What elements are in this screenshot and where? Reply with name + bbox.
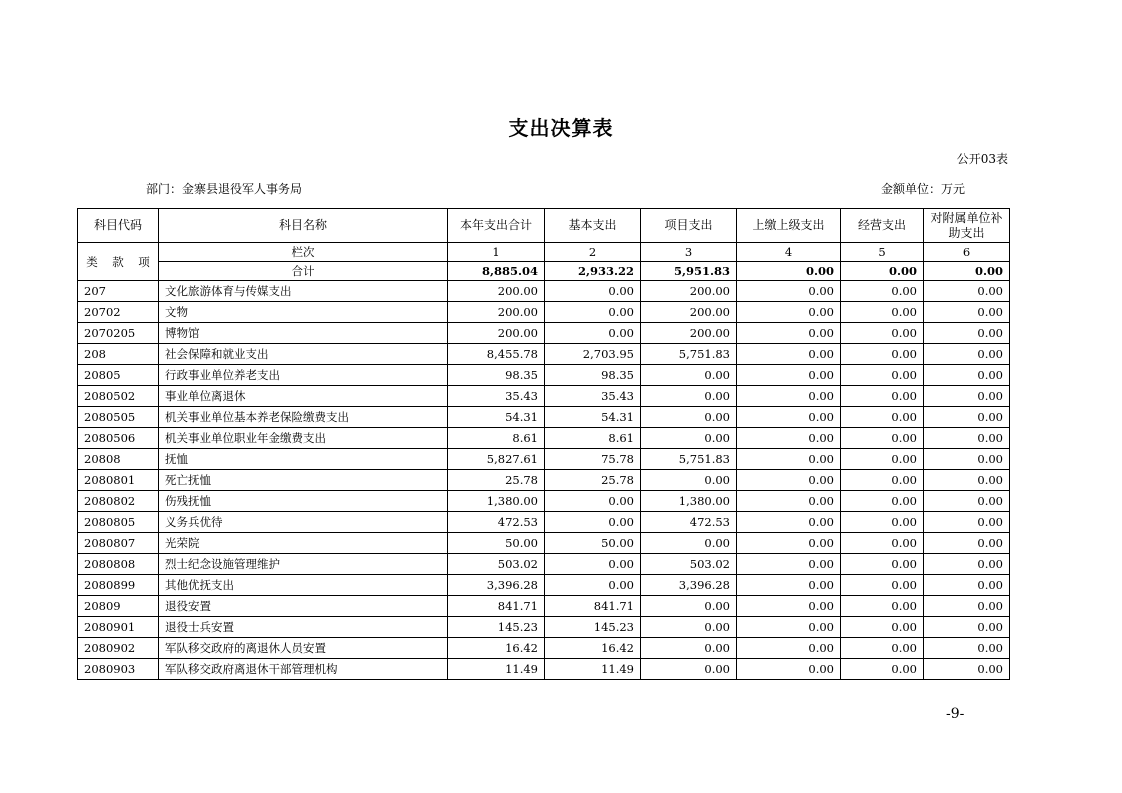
row-value: 0.00: [924, 365, 1010, 386]
row-value: 0.00: [737, 344, 841, 365]
table-row: [78, 407, 1010, 428]
row-name: 机关事业单位基本养老保险缴费支出: [159, 407, 448, 428]
row-value: 841.71: [448, 596, 545, 617]
row-value: 0.00: [924, 554, 1010, 575]
row-value: 35.43: [545, 386, 641, 407]
row-value: 0.00: [737, 407, 841, 428]
row-value: 0.00: [841, 533, 924, 554]
row-code: 2070205: [78, 323, 159, 344]
row-value: 200.00: [641, 323, 737, 344]
header-total: 本年支出合计: [448, 209, 545, 243]
row-value: 0.00: [545, 512, 641, 533]
header-business: 经营支出: [841, 209, 924, 243]
row-value: 200.00: [448, 281, 545, 302]
row-name: 其他优抚支出: [159, 575, 448, 596]
row-value: 8.61: [545, 428, 641, 449]
row-value: 472.53: [448, 512, 545, 533]
row-value: 98.35: [448, 365, 545, 386]
row-code: 2080801: [78, 470, 159, 491]
total-row: [78, 262, 1010, 281]
row-value: 503.02: [448, 554, 545, 575]
col-num-5: 5: [841, 243, 924, 262]
table-row: [78, 344, 1010, 365]
department-label: 部门：金寨县退役军人事务局: [146, 182, 303, 196]
row-value: 0.00: [841, 407, 924, 428]
row-value: 0.00: [841, 596, 924, 617]
table-row: [78, 554, 1010, 575]
row-value: 0.00: [737, 638, 841, 659]
column-number-row: [78, 243, 1010, 262]
row-value: 0.00: [737, 302, 841, 323]
row-value: 0.00: [737, 533, 841, 554]
row-name: 博物馆: [159, 323, 448, 344]
row-name: 伤残抚恤: [159, 491, 448, 512]
table-row: [78, 596, 1010, 617]
row-code: 2080901: [78, 617, 159, 638]
row-value: 0.00: [737, 512, 841, 533]
row-value: 0.00: [924, 407, 1010, 428]
row-value: 200.00: [641, 281, 737, 302]
row-value: 0.00: [737, 659, 841, 680]
row-name: 义务兵优待: [159, 512, 448, 533]
row-value: 3,396.28: [448, 575, 545, 596]
table-row: [78, 323, 1010, 344]
row-code: 2080807: [78, 533, 159, 554]
row-code: 20805: [78, 365, 159, 386]
row-value: 25.78: [545, 470, 641, 491]
row-code: 20808: [78, 449, 159, 470]
row-value: 0.00: [737, 365, 841, 386]
row-name: 烈士纪念设施管理维护: [159, 554, 448, 575]
page-title: 支出决算表: [508, 116, 614, 140]
total-value: 8,885.04: [448, 262, 545, 281]
row-code: 2080505: [78, 407, 159, 428]
row-value: 0.00: [924, 491, 1010, 512]
row-value: 8,455.78: [448, 344, 545, 365]
row-code: 2080502: [78, 386, 159, 407]
row-name: 退役士兵安置: [159, 617, 448, 638]
table-row: [78, 449, 1010, 470]
row-value: 0.00: [841, 617, 924, 638]
row-value: 2,703.95: [545, 344, 641, 365]
row-value: 0.00: [924, 659, 1010, 680]
row-value: 0.00: [841, 281, 924, 302]
row-value: 0.00: [641, 533, 737, 554]
row-value: 0.00: [924, 512, 1010, 533]
row-value: 0.00: [841, 302, 924, 323]
row-name: 机关事业单位职业年金缴费支出: [159, 428, 448, 449]
row-value: 200.00: [448, 302, 545, 323]
row-value: 0.00: [924, 428, 1010, 449]
header-row: [78, 209, 1010, 243]
table-row: [78, 470, 1010, 491]
table-row: [78, 533, 1010, 554]
row-name: 文物: [159, 302, 448, 323]
col-num-6: 6: [924, 243, 1010, 262]
row-value: 0.00: [641, 617, 737, 638]
form-code: 公开03表: [956, 152, 1008, 166]
row-name: 社会保障和就业支出: [159, 344, 448, 365]
row-value: 0.00: [641, 407, 737, 428]
row-value: 0.00: [641, 365, 737, 386]
row-value: 0.00: [545, 281, 641, 302]
row-value: 25.78: [448, 470, 545, 491]
row-value: 0.00: [545, 491, 641, 512]
header-lei-kuan-xiang: [78, 243, 159, 281]
row-value: 0.00: [737, 596, 841, 617]
row-value: 0.00: [841, 554, 924, 575]
table-row: [78, 365, 1010, 386]
row-value: 503.02: [641, 554, 737, 575]
header-kuan: 款: [112, 254, 124, 269]
row-value: 0.00: [841, 470, 924, 491]
row-value: 472.53: [641, 512, 737, 533]
row-value: 145.23: [545, 617, 641, 638]
row-value: 0.00: [924, 302, 1010, 323]
row-value: 0.00: [841, 659, 924, 680]
header-lei: 类: [86, 254, 98, 269]
row-value: 0.00: [924, 638, 1010, 659]
header-name: 科目名称: [159, 209, 448, 243]
row-value: 0.00: [737, 323, 841, 344]
row-value: 0.00: [641, 428, 737, 449]
row-code: 2080808: [78, 554, 159, 575]
row-value: 0.00: [924, 575, 1010, 596]
table-row: [78, 281, 1010, 302]
unit-label: 金额单位：万元: [881, 182, 966, 196]
row-value: 0.00: [841, 512, 924, 533]
row-value: 0.00: [924, 386, 1010, 407]
row-value: 5,751.83: [641, 344, 737, 365]
row-value: 50.00: [448, 533, 545, 554]
header-subsidy: 对附属单位补助支出: [924, 209, 1010, 243]
row-name: 军队移交政府的离退休人员安置: [159, 638, 448, 659]
row-value: 200.00: [448, 323, 545, 344]
row-code: 2080802: [78, 491, 159, 512]
row-name: 光荣院: [159, 533, 448, 554]
header-basic: 基本支出: [545, 209, 641, 243]
row-value: 0.00: [924, 344, 1010, 365]
col-num-1: 1: [448, 243, 545, 262]
row-value: 0.00: [737, 428, 841, 449]
total-value: 5,951.83: [641, 262, 737, 281]
row-value: 0.00: [545, 575, 641, 596]
row-value: 0.00: [641, 470, 737, 491]
row-code: 2080506: [78, 428, 159, 449]
table-row: [78, 638, 1010, 659]
row-value: 16.42: [545, 638, 641, 659]
header-xiang: 项: [138, 254, 150, 269]
total-value: 0.00: [841, 262, 924, 281]
row-value: 0.00: [924, 596, 1010, 617]
row-value: 0.00: [841, 491, 924, 512]
row-name: 军队移交政府离退休干部管理机构: [159, 659, 448, 680]
row-value: 5,827.61: [448, 449, 545, 470]
table-row: [78, 386, 1010, 407]
row-value: 50.00: [545, 533, 641, 554]
row-code: 208: [78, 344, 159, 365]
row-value: 0.00: [737, 449, 841, 470]
total-value: 0.00: [924, 262, 1010, 281]
row-code: 2080805: [78, 512, 159, 533]
row-value: 1,380.00: [448, 491, 545, 512]
row-name: 抚恤: [159, 449, 448, 470]
table-row: [78, 428, 1010, 449]
row-value: 1,380.00: [641, 491, 737, 512]
row-value: 0.00: [924, 449, 1010, 470]
row-value: 0.00: [737, 554, 841, 575]
row-code: 20702: [78, 302, 159, 323]
row-code: 20809: [78, 596, 159, 617]
header-lanci: 栏次: [159, 243, 448, 262]
row-value: 5,751.83: [641, 449, 737, 470]
row-value: 8.61: [448, 428, 545, 449]
total-label: 合计: [159, 262, 448, 281]
row-code: 2080902: [78, 638, 159, 659]
row-value: 0.00: [841, 323, 924, 344]
row-name: 死亡抚恤: [159, 470, 448, 491]
row-name: 退役安置: [159, 596, 448, 617]
row-value: 0.00: [924, 323, 1010, 344]
page-number: -9-: [946, 706, 965, 722]
row-name: 行政事业单位养老支出: [159, 365, 448, 386]
row-value: 0.00: [641, 659, 737, 680]
table-row: [78, 302, 1010, 323]
row-value: 0.00: [841, 449, 924, 470]
total-value: 2,933.22: [545, 262, 641, 281]
row-value: 0.00: [841, 344, 924, 365]
row-value: 75.78: [545, 449, 641, 470]
table-row: [78, 617, 1010, 638]
table-row: [78, 575, 1010, 596]
row-value: 0.00: [924, 281, 1010, 302]
row-value: 0.00: [924, 470, 1010, 491]
row-value: 11.49: [448, 659, 545, 680]
row-value: 0.00: [841, 575, 924, 596]
row-value: 0.00: [641, 386, 737, 407]
row-value: 0.00: [841, 638, 924, 659]
table-row: [78, 659, 1010, 680]
row-value: 0.00: [841, 428, 924, 449]
header-remit: 上缴上级支出: [737, 209, 841, 243]
row-value: 54.31: [545, 407, 641, 428]
row-value: 3,396.28: [641, 575, 737, 596]
table-row: [78, 491, 1010, 512]
col-num-2: 2: [545, 243, 641, 262]
row-value: 841.71: [545, 596, 641, 617]
row-value: 16.42: [448, 638, 545, 659]
row-value: 0.00: [737, 617, 841, 638]
header-project: 项目支出: [641, 209, 737, 243]
row-value: 54.31: [448, 407, 545, 428]
row-code: 2080903: [78, 659, 159, 680]
row-value: 0.00: [924, 617, 1010, 638]
row-value: 0.00: [641, 596, 737, 617]
row-code: 207: [78, 281, 159, 302]
row-value: 145.23: [448, 617, 545, 638]
row-name: 文化旅游体育与传媒支出: [159, 281, 448, 302]
expenditure-table: [77, 208, 1010, 680]
row-value: 35.43: [448, 386, 545, 407]
row-value: 0.00: [737, 575, 841, 596]
table-row: [78, 512, 1010, 533]
row-value: 0.00: [545, 302, 641, 323]
col-num-3: 3: [641, 243, 737, 262]
row-code: 2080899: [78, 575, 159, 596]
row-value: 0.00: [737, 470, 841, 491]
row-value: 0.00: [737, 386, 841, 407]
row-name: 事业单位离退休: [159, 386, 448, 407]
row-value: 0.00: [924, 533, 1010, 554]
row-value: 0.00: [545, 554, 641, 575]
row-value: 0.00: [841, 386, 924, 407]
row-value: 0.00: [545, 323, 641, 344]
total-value: 0.00: [737, 262, 841, 281]
col-num-4: 4: [737, 243, 841, 262]
header-code: 科目代码: [78, 209, 159, 243]
row-value: 0.00: [737, 491, 841, 512]
row-value: 98.35: [545, 365, 641, 386]
row-value: 0.00: [841, 365, 924, 386]
row-value: 200.00: [641, 302, 737, 323]
row-value: 11.49: [545, 659, 641, 680]
row-value: 0.00: [737, 281, 841, 302]
row-value: 0.00: [641, 638, 737, 659]
